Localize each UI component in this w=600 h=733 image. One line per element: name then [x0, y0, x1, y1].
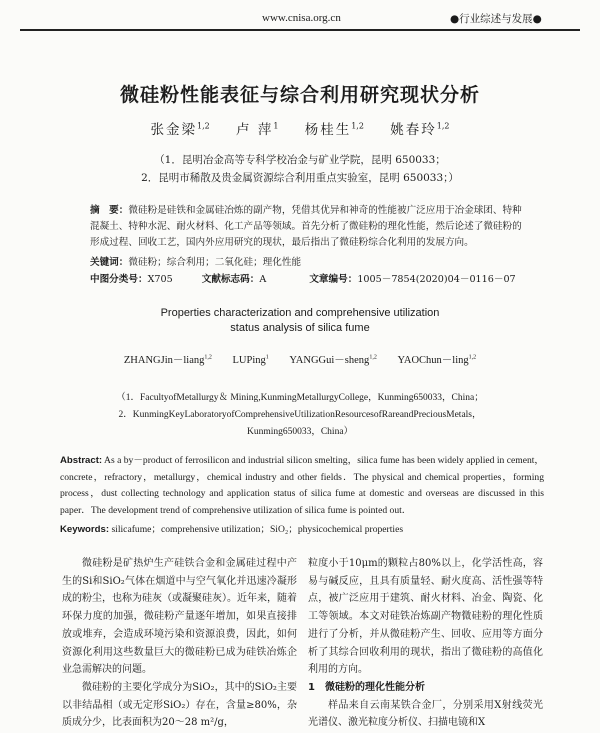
english-title-line1: Properties characterization and comprehensive utilization	[160, 307, 440, 319]
section-heading: 1 微硅粉的理化性能分析	[308, 681, 425, 693]
english-author-list	[0, 352, 600, 367]
author: 张金梁$^{1,2}$	[150, 121, 210, 138]
abstract-zh	[90, 203, 530, 251]
body-column-left	[62, 555, 297, 732]
body-paragraph: 粒度小于10μm的颗粒占80%以上，化学活性高，容易与碱反应，且具有质量轻、耐火度高、活性强等特点，被广泛应用于建筑、耐火材料、冶金、陶瓷、化工等领域。本文对硅铁冶炼副产物微硅粉的理化性质进行了分析，并从微硅粉产生、回收、应用等方面分析了其综合回收利用的现状，指出了微硅粉的高值化利用的方向。	[308, 558, 543, 676]
journal-url: www.cnisa.org.cn	[262, 12, 341, 24]
english-author: LUPing$^1$	[232, 354, 269, 366]
abstract-en-label: Abstract:	[60, 455, 103, 466]
body-paragraph: 微硅粉是矿热炉生产硅铁合金和金属硅过程中产生的Si和SiO₂气体在烟道中与空气氧化并迅速冷凝形成的粉尘，也称为硅灰（或凝聚硅灰）。近年来，随着环保力度的加强，微硅粉产量逐年增加，如果直接排放或堆弃，会造成环境污染和资源浪费，因此，如何资源化利用这些数量巨大的微硅粉已成为硅铁冶炼企业急需解决的问题。	[62, 558, 297, 676]
keywords-en-label: Keywords:	[60, 524, 110, 535]
running-header	[0, 10, 600, 32]
abstract-en	[60, 453, 544, 519]
author: 杨桂生$^{1,2}$	[304, 121, 364, 138]
author: 卢 萍$^1$	[236, 121, 279, 138]
body-paragraph: 微硅粉的主要化学成分为SiO₂，其中的SiO₂主要以非结晶相（或无定形SiO₂）存在，含量≥80%，杂质成分少，比表面积为20～28 m²/g，	[62, 681, 297, 729]
keywords-text: 微硅粉；综合利用；二氧化硅；理化性能	[128, 257, 302, 268]
header-rule	[20, 29, 580, 31]
keywords-label: 关键词：	[90, 257, 129, 268]
abstract-text: 微硅粉是硅铁和金属硅冶炼的副产物，凭借其优异和神奇的性能被广泛应用于冶金球团、特种混凝土、特种水泥、耐火材料、化工产品等领域。首先分析了微硅粉的理化性能，然后论述了微硅粉的形成过程、回收工艺，国内外应用研究的现状，最后指出了微硅粉综合化利用的发展方向。	[90, 205, 522, 248]
paper-title: 微硅粉性能表征与综合利用研究现状分析	[119, 84, 480, 106]
english-affiliation-line: 2．KunmingKeyLaboratoryofComprehensiveUtilizationResourcesofRareandPreciousMetals，	[118, 410, 482, 420]
keywords-en-text: silicafume；comprehensive utilization；SiO₂；physicochemical properties	[111, 524, 404, 535]
affiliation-line: 2．昆明市稀散及贵金属资源综合利用重点实验室，昆明 650033；）	[141, 172, 459, 184]
author: 姚春玲$^{1,2}$	[390, 121, 450, 138]
abstract-label: 摘 要：	[90, 205, 129, 216]
body-paragraph: 样品来自云南某铁合金厂，分别采用X射线荧光光谱仪、激光粒度分析仪、扫描电镜和X	[308, 699, 543, 729]
abstract-en-text: As a by－product of ferrosilicon and industrial silicon smelting，silica fume has been widely applied in cement，concrete，refractory，metallurgy，chemical industry and other fields．The physical and chemical properties，forming process，dust collecting technology and application status of silica fume at domestic and overseas are discussed in this paper．The development trend of comprehensive utilization of silica fume is pointed out．	[60, 455, 545, 516]
body-column-right	[308, 555, 543, 732]
classification-line: 中图分类号：X705 文献标志码：A 文章编号：1005－7854(2020)04－0116－07	[90, 274, 516, 285]
keywords-zh	[90, 254, 301, 268]
english-author: ZHANGJin－liang$^{1,2}$	[123, 354, 212, 366]
english-author: YAOChun－ling$^{1,2}$	[397, 354, 477, 366]
english-title-line2: status analysis of silica fume	[230, 322, 370, 334]
column-label: ●行业综述与发展●	[450, 13, 542, 25]
keywords-en	[60, 521, 403, 535]
affiliation-line: （1．昆明冶金高等专科学校冶金与矿业学院，昆明 650033；	[154, 154, 446, 166]
english-affiliation-line: Kunming650033，China）	[246, 427, 354, 437]
english-affiliation-line: （1．FacultyofMetallurgy＆ Mining,KunmingMetallurgyCollege，Kunming650033，China；	[116, 393, 484, 403]
english-author: YANGGui－sheng$^{1,2}$	[289, 354, 377, 366]
author-list	[0, 118, 600, 138]
